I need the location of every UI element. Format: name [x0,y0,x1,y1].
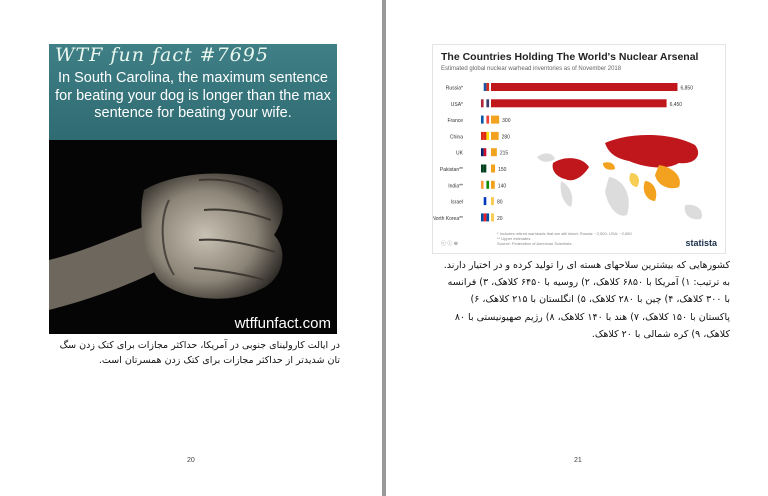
chart-subtitle: Estimated global nuclear warhead inventories as of November 2018 [441,66,622,72]
flag-icon [486,148,489,156]
flag-icon [481,165,484,173]
page-number-left: 20 [187,457,195,464]
flag-icon [481,83,484,91]
flag-icon [481,116,484,124]
text-line: به ترتیب: ۱) آمریکا با ۶۸۵۰ کلاهک، ۲) روسیه با ۶۴۵۰ کلاهک، ۳) فرانسه [447,277,730,289]
wtf-fact-image [49,44,337,334]
wtf-site-watermark: wtffunfact.com [234,315,331,332]
flag-icon [481,197,484,205]
flag-icon [486,116,489,124]
text-line: کشورهایی که بیشترین سلاحهای هسته ای را تولید کرده و در اختیار دارند. [443,260,730,271]
flag-icon [481,132,484,140]
fist-photo [49,140,337,334]
flag-icon [484,148,487,156]
right-text [432,257,730,343]
flag-icon [484,181,487,189]
left-caption: در ایالت کارولینای جنوبی در آمریکا، حداکثر مجازات برای کتک زدن سگ تان شدیدتر از حداکثر مجازات برای کتک زدن همسرتان است. [59,340,340,366]
bar-northkorea [491,213,494,221]
chart-footnote-1: * Includes retired warheads that are still intact. Russia: ~2,500; USA: ~2,650 [497,231,632,236]
flag-icon [484,197,487,205]
value-label: 215 [499,150,509,157]
flag-icon [481,213,484,221]
wtf-header [49,44,337,140]
chart-footnote-2: ** Upper estimates [497,236,531,241]
flag-icon [486,132,489,140]
chart-source: Source: Federation of American Scientists [497,241,572,246]
flag-icon [484,165,487,173]
flag-icon [481,99,484,107]
text-line: با ۳۰۰ کلاهک، ۴) چین با ۲۸۰ کلاهک، ۵) انگلستان با ۲۱۵ کلاهک، ۶) [470,294,730,306]
left-page [0,0,382,496]
flag-icon [486,165,489,173]
flag-icon [484,99,487,107]
page-number-right: 21 [574,457,582,464]
category-label: France [447,118,463,125]
world-map [537,135,702,219]
bar-uk [491,148,497,156]
value-label: 280 [501,134,510,141]
flag-icon [481,148,484,156]
bar-india [491,181,495,189]
flag-icon [481,181,484,189]
license-icons: ⓒ ⓘ ⊜ [441,241,458,247]
value-label: 6,850 [680,85,693,92]
bar-france [491,116,499,124]
flag-icon [486,83,489,91]
flag-icon [484,132,487,140]
chart-bars [433,45,725,253]
bar-pakistan [491,165,495,173]
statista-logo: statista [685,238,717,248]
text-line: کلاهک، ۹) کره شمالی با ۲۰ کلاهک. [591,328,730,340]
category-label: India** [448,183,463,190]
flag-icon [486,197,489,205]
value-label: 6,450 [669,101,683,108]
text-line: پاکستان با ۱۵۰ کلاهک، ۷) هند با ۱۴۰ کلاهک، ۸) رژیم صهیونیستی با ۸۰ [454,311,730,323]
flag-icon [484,116,487,124]
flag-icon [486,99,489,107]
wtf-fact-text: In South Carolina, the maximum sentence for beating your dog is longer than the max sentence for beating your wife. [55,70,331,121]
category-label: Pakistan** [439,167,463,173]
category-label: Israel [450,199,463,206]
category-label: USA* [450,101,463,108]
value-label: 80 [497,199,503,206]
nuclear-chart [432,44,726,254]
value-label: 150 [498,167,507,173]
bar-usa [491,99,667,107]
bar-china [491,132,499,140]
bar-russia [491,83,677,91]
flag-icon [484,213,487,221]
chart-title: The Countries Holding The World's Nuclear Arsenal [441,51,699,63]
flag-icon [484,83,487,91]
wtf-title: WTF fun fact #7695 [55,44,269,66]
category-label: UK [456,150,463,157]
value-label: 300 [502,118,511,125]
flag-icon [486,181,489,189]
category-label: North Korea** [433,215,463,222]
flag-icon [486,213,489,221]
value-label: 20 [497,215,503,222]
bar-israel [491,197,494,205]
category-label: Russia* [445,85,463,92]
value-label: 140 [497,183,507,190]
category-label: China [449,134,463,141]
